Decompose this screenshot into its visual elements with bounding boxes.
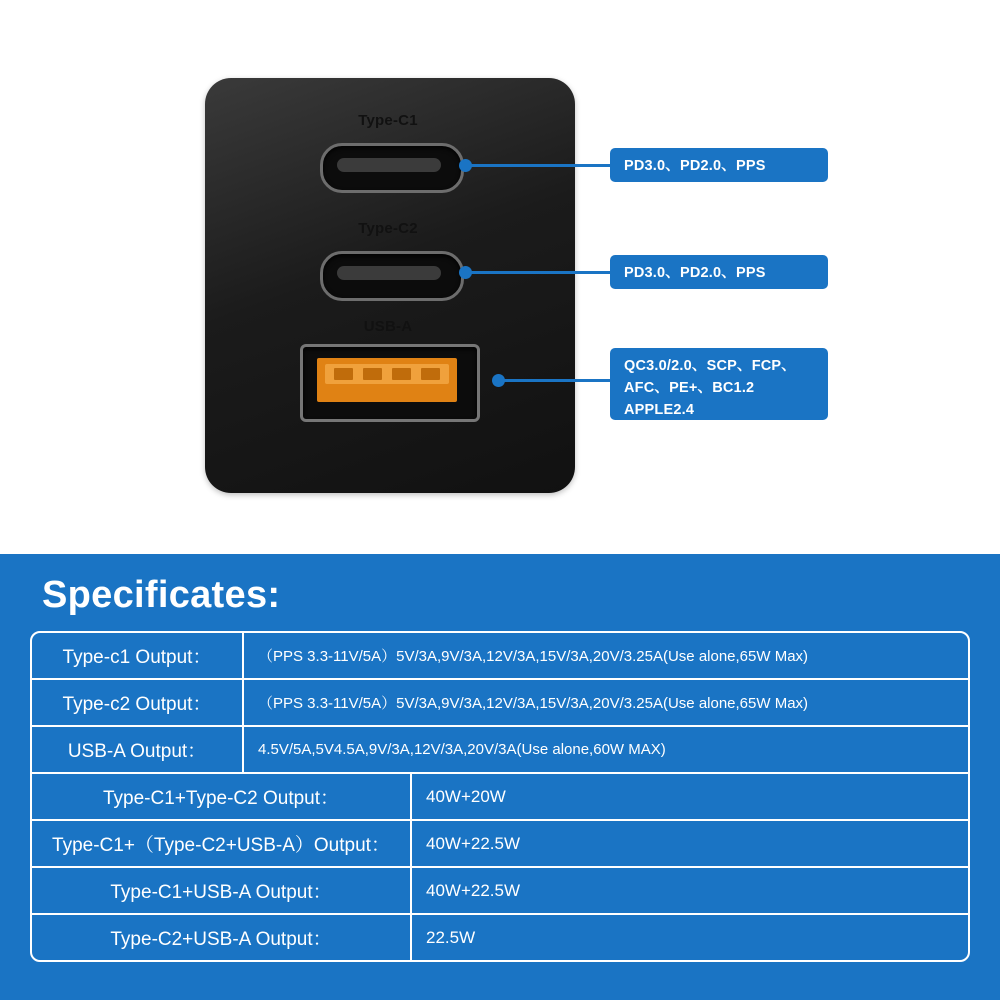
port-label-type-c1: Type-C1 bbox=[358, 112, 418, 129]
callout-leader-usb-a bbox=[503, 379, 613, 382]
table-row bbox=[32, 915, 968, 960]
spec-key: Type-c1 Output： bbox=[32, 633, 244, 678]
spec-value: （PPS 3.3-11V/5A）5V/3A,9V/3A,12V/3A,15V/3A,20V/3.25A(Use alone,65W Max) bbox=[258, 648, 809, 665]
callout-leader-type-c2 bbox=[470, 271, 612, 274]
specifications-panel bbox=[0, 554, 1000, 1000]
spec-key: Type-C1+Type-C2 Output： bbox=[32, 774, 412, 819]
spec-key: USB-A Output： bbox=[32, 727, 244, 772]
usb-a-pin bbox=[421, 368, 440, 380]
usb-a-tongue bbox=[325, 364, 449, 384]
spec-key: Type-C1+USB-A Output： bbox=[32, 868, 412, 913]
port-label-usb-a: USB-A bbox=[363, 318, 413, 335]
usb-a-pin bbox=[363, 368, 382, 380]
usb-a-inner bbox=[317, 358, 457, 402]
table-row bbox=[32, 774, 968, 821]
callout-usb-a: QC3.0/2.0、SCP、FCP、AFC、PE+、BC1.2 APPLE2.4 bbox=[610, 348, 828, 420]
spec-key: Type-C2+USB-A Output： bbox=[32, 915, 412, 960]
usb-a-port bbox=[300, 344, 480, 422]
table-row bbox=[32, 727, 968, 774]
usb-a-pin bbox=[392, 368, 411, 380]
spec-value: 4.5V/5A,5V4.5A,9V/3A,12V/3A,20V/3A(Use alone,60W MAX) bbox=[258, 741, 666, 758]
table-row bbox=[32, 633, 968, 680]
table-row bbox=[32, 821, 968, 868]
spec-value: 40W+22.5W bbox=[426, 833, 521, 853]
port-label-type-c2: Type-C2 bbox=[358, 220, 418, 237]
usb-a-pin bbox=[334, 368, 353, 380]
specifications-table bbox=[30, 631, 970, 962]
callout-type-c2: PD3.0、PD2.0、PPS bbox=[610, 255, 828, 289]
callout-type-c1: PD3.0、PD2.0、PPS bbox=[610, 148, 828, 182]
type-c2-port bbox=[320, 251, 464, 301]
type-c1-port bbox=[320, 143, 464, 193]
table-row bbox=[32, 680, 968, 727]
spec-key: Type-C1+（Type-C2+USB-A）Output： bbox=[32, 821, 412, 866]
spec-value: 40W+20W bbox=[426, 786, 506, 806]
spec-key: Type-c2 Output： bbox=[32, 680, 244, 725]
spec-value: 40W+22.5W bbox=[426, 880, 521, 900]
spec-value: 22.5W bbox=[426, 927, 476, 947]
callout-leader-type-c1 bbox=[470, 164, 612, 167]
specifications-title: Specificates: bbox=[42, 574, 281, 616]
table-row bbox=[32, 868, 968, 915]
spec-value: （PPS 3.3-11V/5A）5V/3A,9V/3A,12V/3A,15V/3A,20V/3.25A(Use alone,65W Max) bbox=[258, 695, 809, 712]
